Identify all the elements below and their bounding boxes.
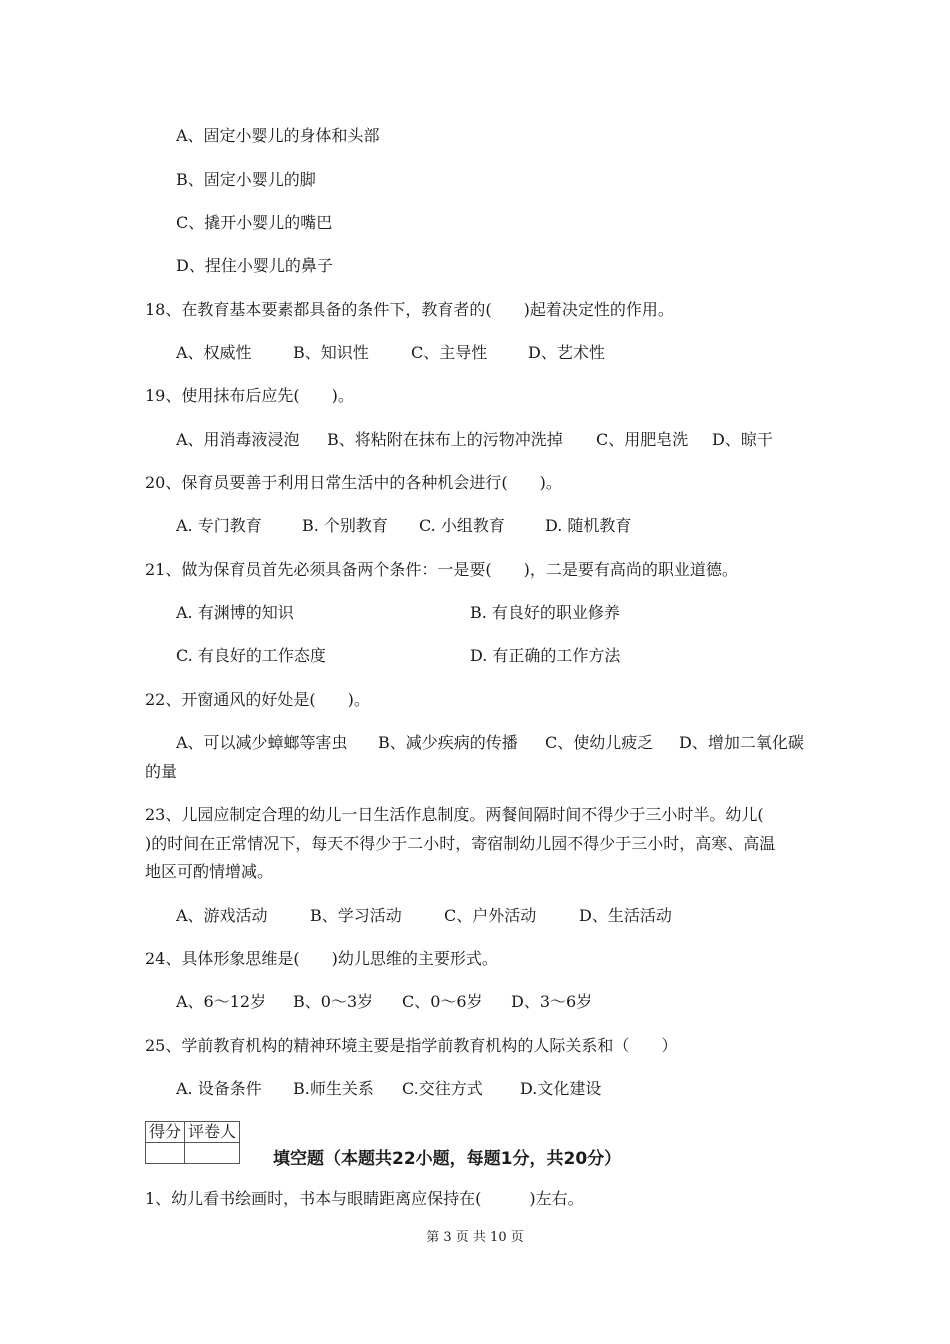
q23-stem-line-3: 地区可酌情增减。	[145, 862, 274, 881]
score-box	[145, 1121, 240, 1164]
q19-option-c: C、用肥皂洗	[596, 430, 689, 449]
q23-option-c: C、户外活动	[444, 906, 537, 925]
q24-option-d: D、3～6岁	[511, 992, 593, 1011]
q23-stem-line-2: )的时间在正常情况下，每天不得少于二小时，寄宿制幼儿园不得少于三小时，高寒、高温	[145, 834, 776, 853]
q22-option-d: D、增加二氧化碳	[679, 733, 804, 752]
q17-option-c: C、撬开小婴儿的嘴巴	[176, 213, 333, 232]
q23-stem-line-1: 23、儿园应制定合理的幼儿一日生活作息制度。两餐间隔时间不得少于三小时半。幼儿(	[145, 805, 764, 824]
q21-option-a: A. 有渊博的知识	[176, 603, 294, 622]
q24-option-c: C、0～6岁	[402, 992, 483, 1011]
grader-label: 评卷人	[185, 1122, 240, 1143]
score-cell	[146, 1143, 185, 1164]
q18-option-a: A、权威性	[176, 343, 252, 362]
q20-option-a: A. 专门教育	[176, 516, 262, 535]
q21-option-d: D. 有正确的工作方法	[470, 646, 621, 665]
q25-option-d: D.文化建设	[520, 1079, 602, 1098]
fill-q1-stem: 1、幼儿看书绘画时，书本与眼睛距离应保持在( )左右。	[145, 1189, 584, 1208]
q22-option-d-wrap: 的量	[145, 762, 178, 781]
q19-option-a: A、用消毒液浸泡	[176, 430, 300, 449]
q22-option-c: C、使幼儿疲乏	[545, 733, 654, 752]
q18-stem: 18、在教育基本要素都具备的条件下，教育者的( )起着决定性的作用。	[145, 300, 674, 319]
q19-option-b: B、将粘附在抹布上的污物冲洗掉	[327, 430, 563, 449]
q20-option-c: C. 小组教育	[419, 516, 505, 535]
q21-option-c: C. 有良好的工作态度	[176, 646, 326, 665]
q17-option-d: D、捏住小婴儿的鼻子	[176, 256, 333, 275]
q20-stem: 20、保育员要善于利用日常生活中的各种机会进行( )。	[145, 473, 562, 492]
grader-cell	[185, 1143, 240, 1164]
q19-option-d: D、晾干	[712, 430, 773, 449]
q23-option-b: B、学习活动	[310, 906, 402, 925]
q25-option-c: C.交往方式	[402, 1079, 483, 1098]
q23-option-a: A、游戏活动	[176, 906, 268, 925]
page-footer: 第 3 页 共 10 页	[426, 1230, 524, 1245]
q22-stem: 22、开窗通风的好处是( )。	[145, 690, 370, 709]
q22-option-a: A、可以减少蟑螂等害虫	[176, 733, 348, 752]
q25-option-b: B.师生关系	[293, 1079, 374, 1098]
q24-option-a: A、6～12岁	[176, 992, 267, 1011]
q24-stem: 24、具体形象思维是( )幼儿思维的主要形式。	[145, 949, 498, 968]
q21-option-b: B. 有良好的职业修养	[470, 603, 620, 622]
q25-option-a: A. 设备条件	[176, 1079, 262, 1098]
q17-option-a: A、固定小婴儿的身体和头部	[176, 126, 380, 145]
q25-stem: 25、学前教育机构的精神环境主要是指学前教育机构的人际关系和（ ）	[145, 1036, 678, 1055]
q21-stem: 21、做为保育员首先必须具备两个条件：一是要( )，二是要有高尚的职业道德。	[145, 560, 738, 579]
q23-option-d: D、生活活动	[579, 906, 672, 925]
q18-option-d: D、艺术性	[528, 343, 605, 362]
q19-stem: 19、使用抹布后应先( )。	[145, 386, 354, 405]
q22-option-b: B、减少疾病的传播	[378, 733, 518, 752]
q17-option-b: B、固定小婴儿的脚	[176, 170, 316, 189]
q20-option-b: B. 个别教育	[302, 516, 388, 535]
section-title: 填空题（本题共22小题，每题1分，共20分）	[273, 1149, 622, 1169]
score-label: 得分	[146, 1122, 185, 1143]
q18-option-c: C、主导性	[411, 343, 488, 362]
q20-option-d: D. 随机教育	[545, 516, 632, 535]
q24-option-b: B、0～3岁	[293, 992, 374, 1011]
q18-option-b: B、知识性	[293, 343, 369, 362]
